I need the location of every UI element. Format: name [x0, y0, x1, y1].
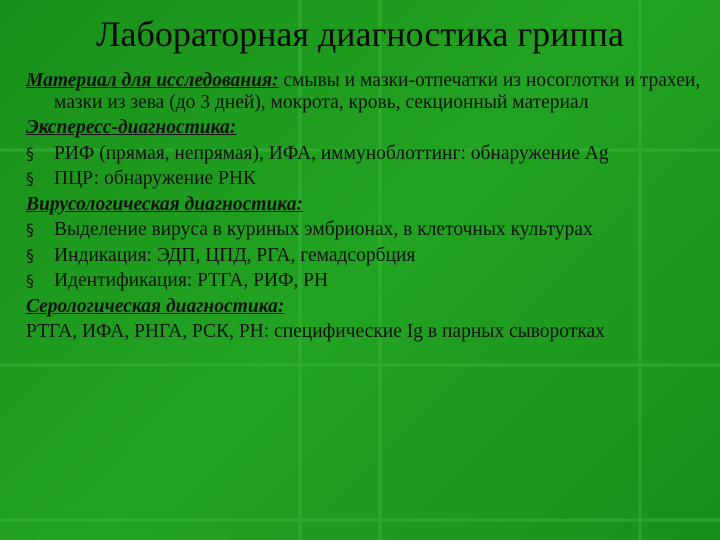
virology-heading: Вирусологическая диагностика: — [26, 193, 303, 215]
express-heading-line — [26, 117, 714, 139]
list-item-text: РИФ (прямая, непрямая), ИФА, иммуноблоттинг: обнаружение Ag — [54, 142, 609, 164]
section-bullet-icon: § — [26, 245, 34, 265]
section-bullet-icon: § — [26, 220, 34, 239]
serology-text: РТГА, ИФА, РНГА, РСК, РН: специфические Ig в парных сыворотках — [26, 321, 605, 342]
list-item — [26, 270, 714, 292]
serology-heading: Серологическая диагностика: — [26, 295, 285, 317]
material-paragraph — [26, 70, 714, 113]
serology-paragraph — [26, 321, 714, 343]
section-bullet-icon: § — [26, 143, 34, 163]
list-item — [26, 245, 714, 267]
list-item — [26, 168, 714, 190]
list-item-text: Идентификация: РТГА, РИФ, РН — [54, 270, 329, 291]
slide-title: Лабораторная диагностика гриппа — [96, 14, 624, 54]
material-text: смывы и мазки-отпечатки из носоглотки и трахеи, мазки из зева (до 3 дней), мокрота, кровь, секционный материал — [54, 70, 701, 113]
section-bullet-icon: § — [26, 271, 34, 290]
section-bullet-icon: § — [26, 169, 34, 188]
list-item-text: ПЦР: обнаружение РНК — [54, 168, 256, 189]
list-item — [26, 143, 714, 165]
list-item — [26, 219, 714, 241]
slide-content — [26, 70, 714, 347]
list-item-text: Индикация: ЭДП, ЦПД, РГА, гемадсорбция — [54, 244, 416, 266]
list-item-text: Выделение вируса в куриных эмбрионах, в клеточных культурах — [54, 219, 593, 240]
express-heading: Экспересс-диагностика: — [26, 117, 237, 138]
virology-heading-line — [26, 194, 714, 216]
serology-heading-line — [26, 296, 714, 318]
material-heading: Материал для исследования: — [26, 70, 279, 91]
